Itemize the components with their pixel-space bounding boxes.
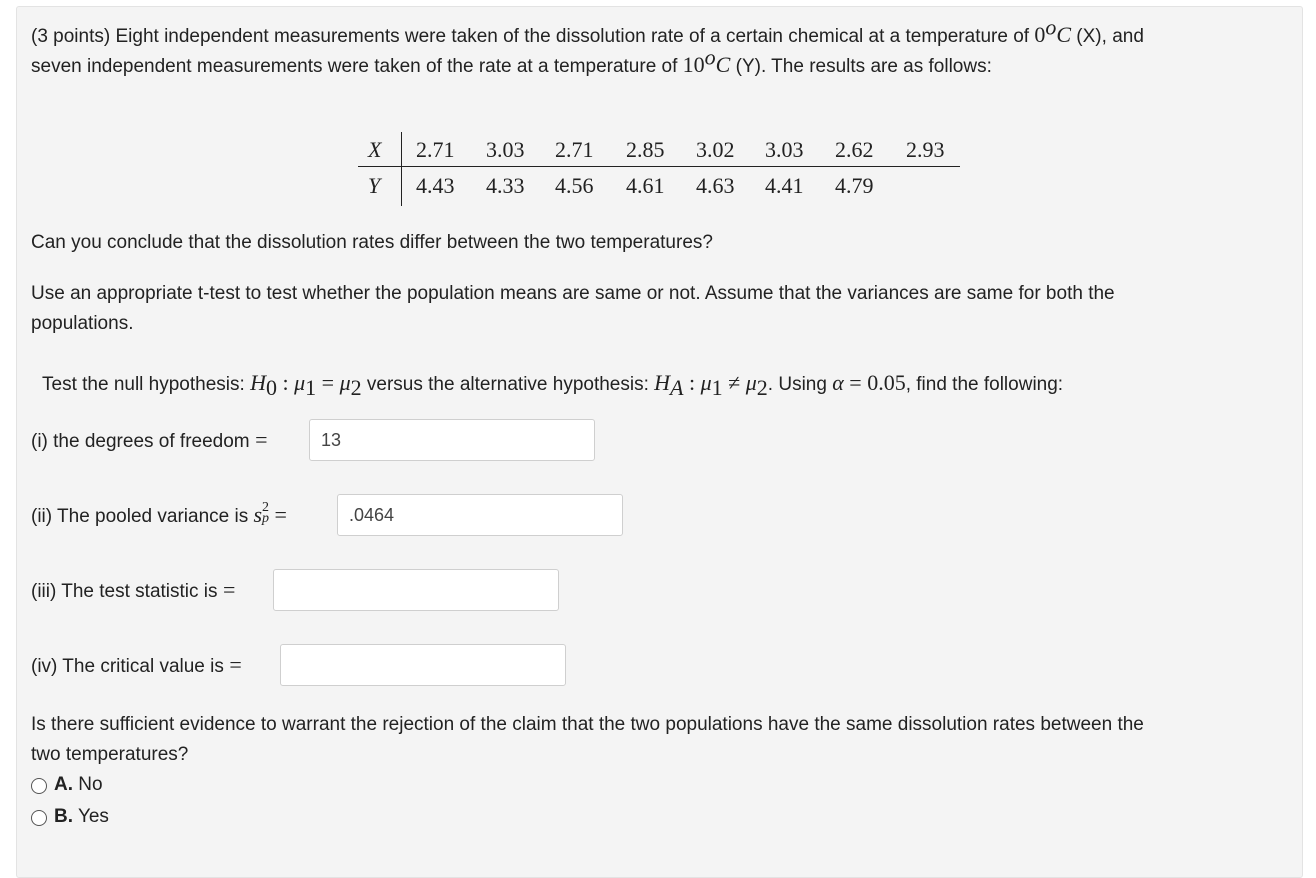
table-cell-y: 4.41 [765,173,804,198]
table-cell-x: 2.71 [416,137,455,162]
critical-value-input[interactable] [280,644,566,686]
degrees-of-freedom-input[interactable]: 13 [309,419,595,461]
table-cell-y: 4.56 [555,173,594,198]
part-i-label: (i) the degrees of freedom = [31,427,268,452]
question-conclude: Can you conclude that the dissolution rates differ between the two temperatures? [31,232,713,253]
data-table [358,132,960,206]
table-cell-y: 4.33 [486,173,525,198]
table-cell-x: 3.03 [486,137,525,162]
table-cell-y: 4.79 [835,173,874,198]
test-statistic-input[interactable] [273,569,559,611]
table-cell-x: 2.93 [906,137,945,162]
final-question-line2: two temperatures? [31,744,189,765]
question-ttest-line1: Use an appropriate t-test to test whether the population means are same or not. Assume that the variances are same for both the [31,283,1115,304]
pooled-variance-input[interactable]: .0464 [337,494,623,536]
table-cell-x: 2.85 [626,137,665,162]
hypothesis-statement: Test the null hypothesis: $H_0$ : $\mu_1 = \mu_2$ versus the alternative hypothesis: $H_A$ : $\mu_1 \ne \mu_2$. Using α = 0.05, find the following: [42,370,1064,400]
table-cell-y: 4.63 [696,173,735,198]
table-cell-x: 3.03 [765,137,804,162]
problem-intro-line2: seven independent measurements were taken of the rate at a temperature of 10$^o$C (Y). The results are as follows: [31,44,992,77]
option-a-label[interactable]: A. No [54,774,103,795]
table-cell-x: 3.02 [696,137,735,162]
table-divider-vertical [401,132,402,206]
option-a-radio[interactable] [31,778,47,794]
option-b-radio[interactable] [31,810,47,826]
table-cell-y: 4.43 [416,173,455,198]
row-label-x: X [368,137,382,162]
table-cell-x: 2.71 [555,137,594,162]
table-cell-y: 4.61 [626,173,665,198]
question-ttest-line2: populations. [31,313,134,334]
problem-intro-line1: (3 points) Eight independent measurements were taken of the dissolution rate of a certain chemical at a temperature of 0$^o$C (X), and [31,14,1144,47]
final-question-line1: Is there sufficient evidence to warrant the rejection of the claim that the two populations have the same dissolution rates between the [31,714,1144,735]
part-ii-label: (ii) The pooled variance is s 2 p = [31,499,287,527]
part-iii-label: (iii) The test statistic is = [31,577,236,602]
row-label-y: Y [368,173,381,198]
part-iv-label: (iv) The critical value is = [31,652,242,677]
option-b-label[interactable]: B. Yes [54,806,109,827]
table-cell-x: 2.62 [835,137,874,162]
